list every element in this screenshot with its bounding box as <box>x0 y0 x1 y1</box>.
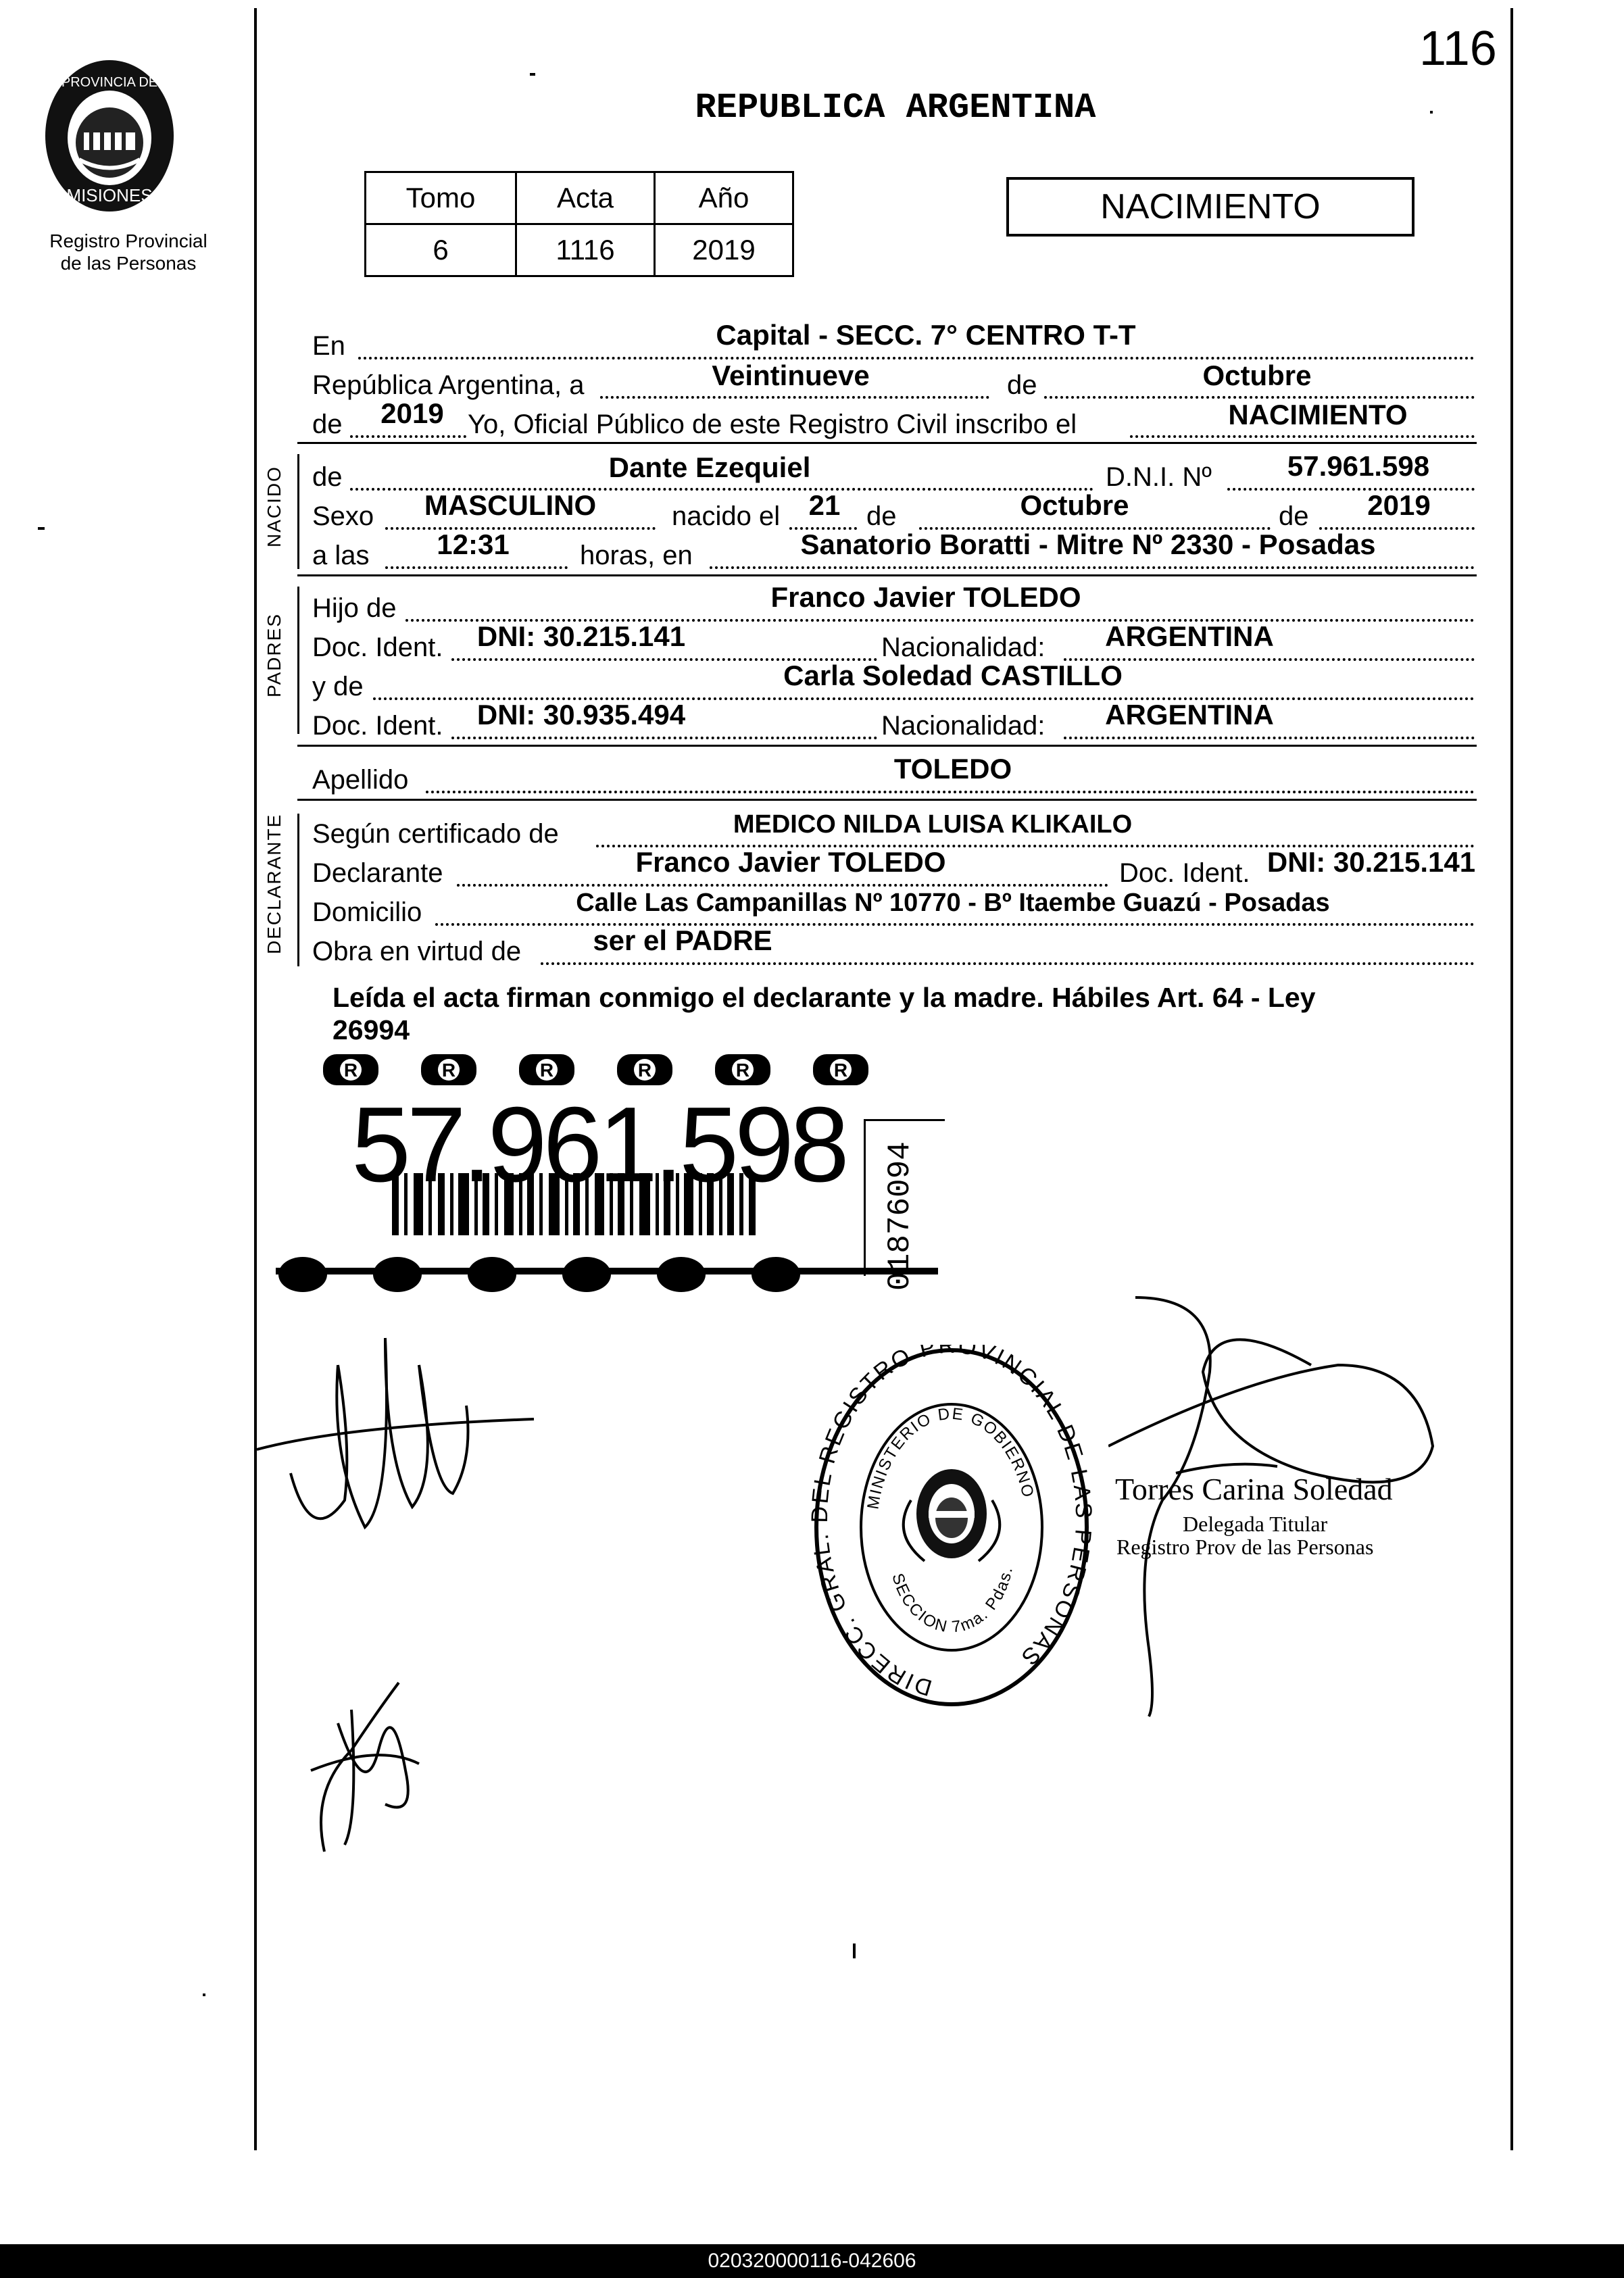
value-madre-doc: DNI: 30.935.494 <box>476 699 686 731</box>
value-certificado: MEDICO NILDA LUISA KLIKAILO <box>733 810 1133 839</box>
value-hora: 12:31 <box>437 528 510 560</box>
label-doc-ident-decl: Doc. Ident. <box>1119 858 1250 888</box>
value-acto: NACIMIENTO <box>1228 399 1408 430</box>
page-number: 116 <box>1419 22 1497 76</box>
signature-declarante <box>250 1324 547 1554</box>
dots <box>1130 435 1475 438</box>
seal-inner-bottom-text: SECCION 7ma. Pdas. <box>888 1564 1017 1637</box>
value-sexo: MASCULINO <box>424 489 597 521</box>
value-declarante: Franco Javier TOLEDO <box>635 846 946 878</box>
left-margin-line <box>254 8 257 2150</box>
svg-text:R: R <box>833 1060 848 1081</box>
sticker-serial: 01876094 <box>883 1141 918 1291</box>
value-madre-nac: ARGENTINA <box>1105 699 1274 731</box>
official-name: Torres Carina Soledad <box>1115 1472 1393 1506</box>
value-lugar: Capital - SECC. 7° CENTRO T-T <box>716 319 1136 351</box>
anio-value: 2019 <box>655 224 793 276</box>
value-obra: ser el PADRE <box>593 924 772 956</box>
label-obra: Obra en virtud de <box>312 937 522 966</box>
svg-text:SECCION 7ma. Pdas. <box>888 1564 1016 1636</box>
anio-header: Año <box>655 172 793 224</box>
side-label-padres: PADRES <box>264 612 285 697</box>
registry-name-line2: de las Personas <box>60 253 197 274</box>
value-domicilio: Calle Las Campanillas Nº 10770 - Bº Itaembe Guazú - Posadas <box>576 889 1330 917</box>
acta-value: 1116 <box>516 224 655 276</box>
document-type-box: NACIMIENTO <box>1006 177 1414 237</box>
dots <box>426 791 1475 793</box>
registry-name-line1: Registro Provincial <box>49 230 207 251</box>
svg-text:PROVINCIA DE: PROVINCIA DE <box>61 75 158 90</box>
label-de4: de <box>1279 501 1309 531</box>
footer-code: 020320000116-042606 <box>708 2250 916 2272</box>
label-en: En <box>312 331 345 361</box>
seal-inner-top-text: MINISTERIO DE GOBIERNO <box>864 1404 1037 1511</box>
label-nacionalidad-madre: Nacionalidad: <box>881 711 1045 741</box>
label-doc-ident-padre: Doc. Ident. <box>312 633 443 662</box>
misiones-logo <box>42 58 177 214</box>
svg-text:MISIONES: MISIONES <box>66 185 153 205</box>
value-dia: Veintinueve <box>712 360 870 391</box>
country-title: REPUBLICA ARGENTINA <box>695 88 1096 128</box>
section-divider <box>297 745 1477 747</box>
value-apellido: TOLEDO <box>893 753 1012 785</box>
svg-text:R: R <box>539 1060 554 1081</box>
stray-mark <box>1430 111 1433 114</box>
seal-outer-text: DIRECC. GRAL. EL REGISTRO PROVINCIAL DE LA PERSONAS <box>810 1345 1093 1701</box>
official-seal <box>810 1345 1093 1710</box>
dots <box>600 396 989 399</box>
side-bar-declarante <box>297 814 299 966</box>
label-de-nacido: de <box>312 462 343 492</box>
label-nacido-el: nacido el <box>672 501 781 531</box>
label-domicilio: Domicilio <box>312 897 422 927</box>
side-label-declarante: DECLARANTE <box>264 813 285 954</box>
section-divider <box>297 574 1477 576</box>
side-label-nacido: NACIDO <box>264 466 285 547</box>
stray-mark <box>38 527 45 530</box>
value-anio: 2019 <box>380 397 444 429</box>
svg-text:R: R <box>343 1060 358 1081</box>
tomo-header: Tomo <box>366 172 516 224</box>
label-y-de: y de <box>312 672 364 701</box>
side-bar-nacido <box>297 454 299 569</box>
tomo-acta-anio-table <box>364 171 794 277</box>
label-republica: República Argentina, a <box>312 370 585 400</box>
value-mes-nac: Octubre <box>1020 489 1129 521</box>
dots <box>1064 737 1475 739</box>
label-a-las: a las <box>312 541 370 570</box>
official-title: Delegada Titular <box>1183 1512 1328 1536</box>
value-padre-doc: DNI: 30.215.141 <box>476 620 686 652</box>
sticker-number: 57.961.598 <box>351 1085 845 1204</box>
stray-mark <box>203 1994 205 1996</box>
label-declarante: Declarante <box>312 858 443 888</box>
label-de2: de <box>312 410 343 439</box>
stray-mark <box>530 73 535 76</box>
closing-text-line2: 26994 <box>333 1014 410 1045</box>
svg-text:R: R <box>735 1060 750 1081</box>
label-apellido: Apellido <box>312 765 409 795</box>
official-org: Registro Prov de las Personas <box>1116 1535 1374 1559</box>
dots <box>350 435 466 438</box>
label-de3: de <box>866 501 897 531</box>
acta-header: Acta <box>516 172 655 224</box>
value-lugar-nac: Sanatorio Boratti - Mitre Nº 2330 - Posadas <box>800 528 1376 560</box>
section-divider <box>297 442 1477 444</box>
value-dni: 57.961.598 <box>1287 450 1430 482</box>
value-anio-nac: 2019 <box>1367 489 1431 521</box>
side-bar-padres <box>297 587 299 734</box>
value-padre-nac: ARGENTINA <box>1105 620 1274 652</box>
label-doc-ident-madre: Doc. Ident. <box>312 711 443 741</box>
label-yo: Yo, Oficial Público de este Registro Civil inscribo el <box>468 410 1077 439</box>
label-dni: D.N.I. Nº <box>1106 462 1212 492</box>
signature-madre <box>297 1669 433 1858</box>
tomo-value: 6 <box>366 224 516 276</box>
svg-text:R: R <box>441 1060 456 1081</box>
label-hijo-de: Hijo de <box>312 593 397 623</box>
value-mes: Octubre <box>1202 360 1312 391</box>
label-nacionalidad-padre: Nacionalidad: <box>881 633 1045 662</box>
value-padre: Franco Javier TOLEDO <box>770 581 1081 613</box>
label-de: de <box>1007 370 1037 400</box>
label-segun: Según certificado de <box>312 819 559 849</box>
dots <box>451 737 877 739</box>
right-margin-line <box>1510 8 1513 2150</box>
dots <box>541 962 1475 965</box>
value-dia-nac: 21 <box>808 489 841 521</box>
svg-text:R: R <box>637 1060 652 1081</box>
stray-mark <box>853 1943 856 1958</box>
dots <box>385 566 568 569</box>
dots <box>710 566 1475 569</box>
label-sexo: Sexo <box>312 501 374 531</box>
section-divider <box>297 799 1477 801</box>
value-madre: Carla Soledad CASTILLO <box>783 660 1123 691</box>
label-horas-en: horas, en <box>580 541 693 570</box>
closing-text-line1: Leída el acta firman conmigo el declarante y la madre. Hábiles Art. 64 - Ley <box>333 982 1316 1013</box>
value-nombre: Dante Ezequiel <box>608 451 811 483</box>
value-declarante-doc: DNI: 30.215.141 <box>1266 846 1476 878</box>
